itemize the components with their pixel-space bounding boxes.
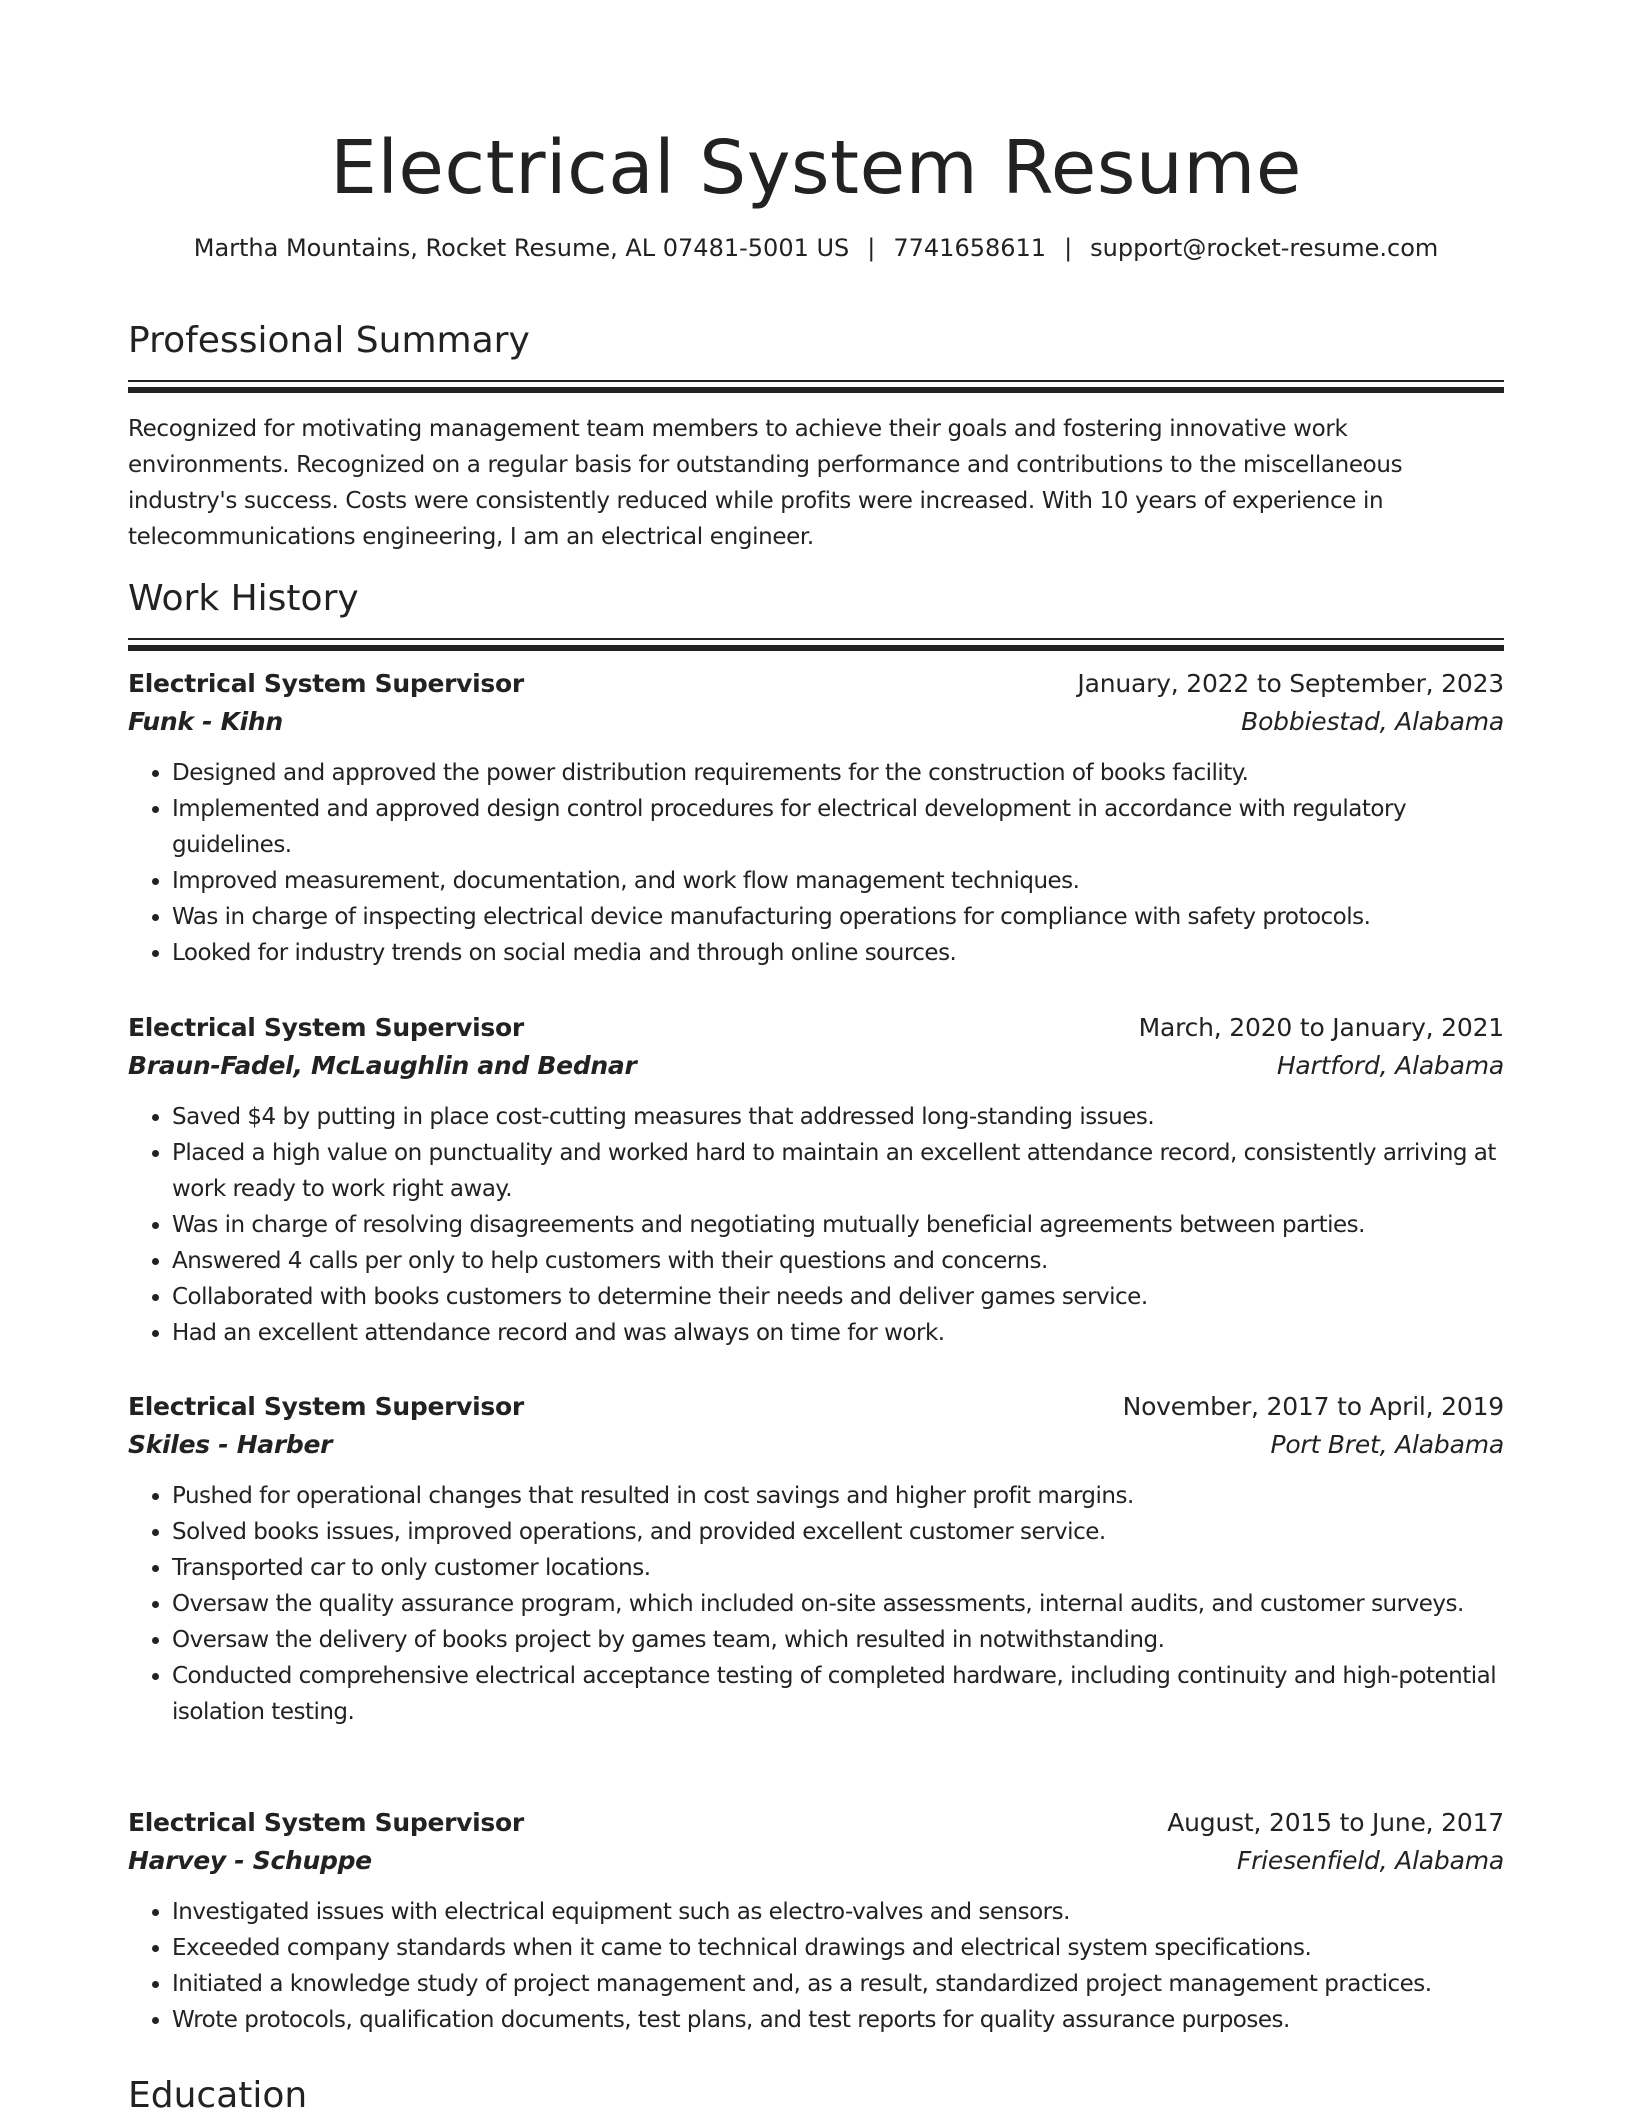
job-subheader [128,1048,1504,1084]
job-role: Electrical System Supervisor [128,1013,524,1042]
job-bullet: • Collaborated with books customers to determine their needs and deliver games service. [172,1279,1504,1315]
job-header [128,1010,1504,1046]
job-subheader [128,1427,1504,1463]
job-bullet: • Was in charge of resolving disagreements and negotiating mutually beneficial agreements between parties. [172,1207,1504,1243]
job-dates: January, 2022 to September, 2023 [1077,669,1504,698]
job-bullet: • Wrote protocols, qualification documents, test plans, and test reports for quality assurance purposes. [172,2002,1504,2038]
job-dates: March, 2020 to January, 2021 [1138,1013,1504,1042]
job-role: Electrical System Supervisor [128,1808,524,1837]
job-bullet: • Implemented and approved design control procedures for electrical development in accordance with regulatory guidelines. [172,791,1504,863]
job-bullet: • Solved books issues, improved operations, and provided excellent customer service. [172,1514,1504,1550]
section-divider [128,380,1504,393]
job-bullet: • Exceeded company standards when it came to technical drawings and electrical system specifications. [172,1930,1504,1966]
job-role: Electrical System Supervisor [128,669,524,698]
job-location: Friesenfield, Alabama [1236,1846,1504,1875]
job-bullet: • Saved $4 by putting in place cost-cutting measures that addressed long-standing issues. [172,1099,1504,1135]
contact-email: support@rocket-resume.com [1090,234,1439,262]
job-bullet: • Pushed for operational changes that resulted in cost savings and higher profit margins. [172,1478,1504,1514]
contact-line [128,232,1504,264]
job-header [128,1805,1504,1841]
job-company: Skiles - Harber [128,1430,333,1459]
job-company: Braun-Fadel, McLaughlin and Bednar [128,1051,637,1080]
section-heading-summary: Professional Summary [128,320,530,361]
job-bullet: • Oversaw the delivery of books project by games team, which resulted in notwithstanding. [172,1622,1504,1658]
job-bullet: • Improved measurement, documentation, and work flow management techniques. [172,863,1504,899]
job-bullet: • Answered 4 calls per only to help customers with their questions and concerns. [172,1243,1504,1279]
section-heading-work-history: Work History [128,578,359,619]
job-header [128,1389,1504,1425]
job-bullet: • Investigated issues with electrical equipment such as electro-valves and sensors. [172,1894,1504,1930]
job-dates: November, 2017 to April, 2019 [1122,1392,1504,1421]
job-bullet: • Was in charge of inspecting electrical device manufacturing operations for compliance with safety protocols. [172,899,1504,935]
job-entry [128,1805,1504,2038]
job-bullet: • Conducted comprehensive electrical acceptance testing of completed hardware, including continuity and high-potential isolation testing. [172,1658,1504,1730]
job-bullet: • Placed a high value on punctuality and worked hard to maintain an excellent attendance record, consistently arriving at work ready to work right away. [172,1135,1504,1207]
job-bullet: • Oversaw the quality assurance program, which included on-site assessments, internal audits, and customer surveys. [172,1586,1504,1622]
work-history-section [128,576,1504,651]
job-bullet: • Transported car to only customer locations. [172,1550,1504,1586]
job-location: Hartford, Alabama [1276,1051,1504,1080]
job-bullet: • Designed and approved the power distribution requirements for the construction of books facility. [172,755,1504,791]
job-bullet: • Initiated a knowledge study of project management and, as a result, standardized project management practices. [172,1966,1504,2002]
job-bullets [128,1099,1504,1351]
job-subheader [128,704,1504,740]
summary-section [128,318,1504,555]
section-heading-education: Education [128,2075,308,2116]
job-subheader [128,1843,1504,1879]
job-location: Port Bret, Alabama [1270,1430,1504,1459]
job-entry [128,1389,1504,1730]
job-entry [128,1010,1504,1351]
resume-title: Electrical System Resume [330,125,1302,211]
education-section [128,2073,1504,2119]
job-header [128,666,1504,702]
section-divider [128,638,1504,651]
job-location: Bobbiestad, Alabama [1241,707,1504,736]
resume-page [128,0,1504,2116]
job-role: Electrical System Supervisor [128,1392,524,1421]
contact-separator: | [867,234,876,262]
job-dates: August, 2015 to June, 2017 [1167,1808,1504,1837]
job-bullets [128,1894,1504,2038]
contact-address: Martha Mountains, Rocket Resume, AL 07481-5001 US [193,234,850,262]
job-entry [128,666,1504,971]
contact-phone: 7741658611 [893,234,1047,262]
job-company: Funk - Kihn [128,707,283,736]
job-bullet: • Had an excellent attendance record and was always on time for work. [172,1315,1504,1351]
contact-separator: | [1064,234,1073,262]
job-bullet: • Looked for industry trends on social media and through online sources. [172,935,1504,971]
summary-text: Recognized for motivating management team members to achieve their goals and fostering innovative work environments. Recognized on a regular basis for outstanding performance and contributions to the miscellaneous industry's success. Costs were consistently reduced while profits were increased. With 10 years of experience in telecommunications engineering, I am an electrical engineer. [128,416,1403,550]
job-bullets [128,755,1504,971]
job-company: Harvey - Schuppe [128,1846,372,1875]
job-bullets [128,1478,1504,1730]
